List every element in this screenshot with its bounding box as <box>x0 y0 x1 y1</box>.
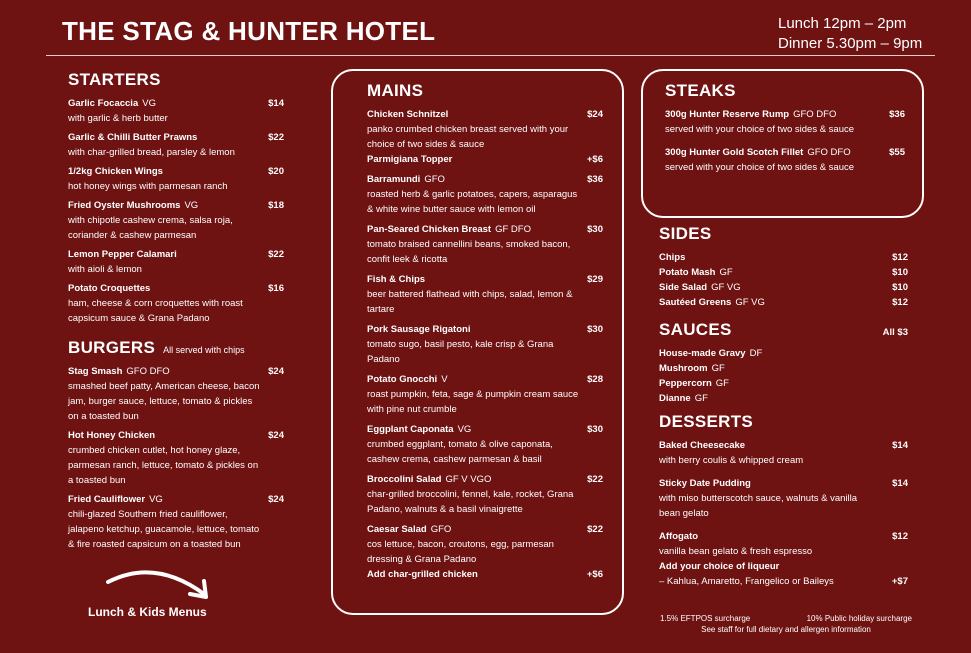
menu-item-price: $18 <box>268 200 284 211</box>
menu-item-header <box>659 391 908 406</box>
menu-item-description: tomato sugo, basil pesto, kale crisp & Grana Padano <box>367 339 554 365</box>
menu-item <box>665 145 905 175</box>
menu-item-name: Potato Mash <box>659 267 716 278</box>
starters-list <box>68 96 284 326</box>
menu-item-header <box>367 522 603 537</box>
menu-item-price: $16 <box>268 283 284 294</box>
menu-item-title <box>367 372 448 387</box>
sauces-heading: SAUCES <box>659 320 732 339</box>
menu-item-description: with char-grilled bread, parsley & lemon <box>68 147 235 158</box>
menu-item-title <box>659 391 708 406</box>
mains-list <box>367 107 603 582</box>
menu-item <box>367 222 603 267</box>
menu-item-title <box>367 322 470 337</box>
menu-item-header <box>659 376 908 391</box>
menu-item-name: Peppercorn <box>659 378 712 389</box>
curved-arrow-icon <box>100 566 220 606</box>
menu-item-title <box>659 346 762 361</box>
menu-item-header <box>367 472 603 487</box>
dietary-tags: GF <box>719 267 733 278</box>
dietary-note: See staff for full dietary and allergen information <box>701 625 871 634</box>
sauces-list <box>659 346 908 406</box>
menu-item-price: $24 <box>587 109 603 120</box>
menu-item-description: with berry coulis & whipped cream <box>659 455 804 466</box>
menu-item-name: Fried Oyster Mushrooms <box>68 200 181 211</box>
menu-item-header <box>665 145 905 160</box>
menu-item-price: $22 <box>268 249 284 260</box>
menu-item-name: Garlic Focaccia <box>68 98 139 109</box>
burgers-list <box>68 364 284 552</box>
menu-item-title <box>659 361 725 376</box>
menu-item <box>659 476 908 521</box>
menu-item-title <box>659 265 733 280</box>
starters-heading: STARTERS <box>68 70 161 89</box>
menu-item-description: hot honey wings with parmesan ranch <box>68 181 228 192</box>
menu-item-name: Baked Cheesecake <box>659 440 746 451</box>
menu-item-price: $28 <box>587 374 603 385</box>
menu-item-title <box>68 96 156 111</box>
menu-item-price: $24 <box>268 430 284 441</box>
menu-item-title <box>659 529 698 544</box>
menu-item-name: Eggplant Caponata <box>367 424 454 435</box>
menu-item-title <box>665 107 836 122</box>
desserts-list <box>659 438 908 589</box>
menu-item-price: $36 <box>587 174 603 185</box>
menu-item-name: 300g Hunter Gold Scotch Fillet <box>665 147 804 158</box>
menu-item-description: with chipotle cashew crema, salsa roja, coriander & cashew parmesan <box>68 215 233 241</box>
menu-item-title <box>68 428 155 443</box>
header-divider <box>46 55 935 56</box>
menu-item-name: Lemon Pepper Calamari <box>68 249 177 260</box>
sides-section <box>659 224 908 310</box>
menu-item-header <box>367 172 603 187</box>
menu-item-name: Sautéed Greens <box>659 297 732 308</box>
menu-item-title <box>68 492 163 507</box>
menu-item <box>659 361 908 376</box>
add-on-price: +$6 <box>586 154 603 165</box>
menu-item <box>665 107 905 137</box>
dietary-tags: GFO DFO <box>807 147 851 158</box>
menu-item-price: $22 <box>587 524 603 535</box>
menu-item-price: $14 <box>268 98 284 109</box>
mains-heading: MAINS <box>367 81 424 100</box>
menu-item-header <box>68 247 284 262</box>
menu-item <box>68 130 284 160</box>
menu-item-name: 300g Hunter Reserve Rump <box>665 109 790 120</box>
menu-item-title <box>665 145 851 160</box>
add-on-row <box>367 567 603 582</box>
dietary-tags: DF <box>749 348 763 359</box>
menu-item-name: Pork Sausage Rigatoni <box>367 324 471 335</box>
menu-item <box>367 422 603 467</box>
menu-item-price: $20 <box>268 166 284 177</box>
menu-item-price: $22 <box>268 132 284 143</box>
menu-item <box>68 364 284 424</box>
menu-item-description: with miso butterscotch sauce, walnuts & vanilla bean gelato <box>659 493 858 519</box>
burgers-section <box>68 338 284 556</box>
footer-notes <box>660 613 912 635</box>
menu-item <box>367 372 603 417</box>
add-on-detail-row <box>659 574 908 589</box>
menu-item-description: beer battered flathead with chips, salad, lemon & tartare <box>367 289 573 315</box>
holiday-surcharge: 10% Public holiday surcharge <box>806 614 912 623</box>
dietary-tags: GF <box>715 378 729 389</box>
menu-item-title <box>367 222 531 237</box>
menu-item-description: smashed beef patty, American cheese, bacon jam, burger sauce, lettuce, tomato & pickles on a toasted bun <box>68 381 260 422</box>
menu-item-header <box>659 280 908 295</box>
menu-item-header <box>659 265 908 280</box>
menu-item-title <box>659 438 745 453</box>
menu-item-name: Chicken Schnitzel <box>367 109 449 120</box>
menu-item-price: $12 <box>892 297 908 308</box>
menu-item-title <box>68 281 150 296</box>
menu-item <box>659 346 908 361</box>
add-on-row <box>659 559 908 574</box>
menu-item <box>659 529 908 589</box>
dietary-tags: VG <box>149 494 163 505</box>
menu-item-name: Side Salad <box>659 282 708 293</box>
lunch-hours: Lunch 12pm – 2pm <box>778 15 907 32</box>
menu-item-price: $22 <box>587 474 603 485</box>
desserts-section <box>659 412 908 597</box>
dietary-tags: GFO DFO <box>126 366 170 377</box>
menu-item-header <box>68 428 284 443</box>
menu-item-header <box>659 295 908 310</box>
menu-item-title <box>659 280 741 295</box>
menu-item-title <box>659 250 685 265</box>
menu-item-title <box>659 295 765 310</box>
menu-item <box>659 391 908 406</box>
menu-item-name: Fried Cauliflower <box>68 494 146 505</box>
menu-item-description: roast pumpkin, feta, sage & pumpkin cream sauce with pine nut crumble <box>367 389 579 415</box>
menu-item-title <box>367 107 448 122</box>
add-on-name: Add your choice of liqueur <box>659 561 780 572</box>
menu-item-title <box>68 247 177 262</box>
menu-item-name: Chips <box>659 252 686 263</box>
dietary-tags: GF V VGO <box>445 474 492 485</box>
opening-hours <box>778 14 922 54</box>
menu-item-header <box>367 222 603 237</box>
menu-item-name: House-made Gravy <box>659 348 746 359</box>
menu-item-name: Mushroom <box>659 363 708 374</box>
sides-list <box>659 250 908 310</box>
menu-item-header <box>367 322 603 337</box>
menu-item-header <box>665 107 905 122</box>
menu-item-price: $29 <box>587 274 603 285</box>
menu-item-description: vanilla bean gelato & fresh espresso <box>659 546 813 557</box>
sauces-section <box>659 320 908 406</box>
menu-item-title <box>367 422 471 437</box>
menu-item-name: Potato Croquettes <box>68 283 151 294</box>
menu-item-title <box>367 272 425 287</box>
menu-item-description: served with your choice of two sides & sauce <box>665 162 855 173</box>
menu-item-price: $10 <box>892 267 908 278</box>
menu-item <box>367 172 603 217</box>
menu-item-name: Potato Gnocchi <box>367 374 438 385</box>
eftpos-surcharge: 1.5% EFTPOS surcharge <box>660 614 751 623</box>
restaurant-title: THE STAG & HUNTER HOTEL <box>62 16 436 46</box>
menu-item-title <box>68 164 163 179</box>
menu-item-name: Broccolini Salad <box>367 474 442 485</box>
menu-item-description: crumbed chicken cutlet, hot honey glaze, parmesan ranch, lettuce, tomato & pickles on a toasted bun <box>68 445 259 486</box>
menu-item-header <box>68 492 284 507</box>
menu-item-price: $12 <box>892 531 908 542</box>
menu-item <box>367 107 603 167</box>
desserts-heading: DESSERTS <box>659 412 754 431</box>
steaks-list <box>665 107 905 175</box>
menu-item-title <box>659 376 729 391</box>
menu-item <box>68 96 284 126</box>
burgers-heading <box>68 338 284 358</box>
mains-box <box>331 69 624 615</box>
menu-item-description: tomato braised cannellini beans, smoked bacon, confit leek & ricotta <box>367 239 571 265</box>
menu-item <box>367 472 603 517</box>
menu-item-price: $30 <box>587 224 603 235</box>
steaks-heading: STEAKS <box>665 81 736 100</box>
menu-item-header <box>367 272 603 287</box>
starters-section <box>68 70 284 330</box>
menu-item-title <box>68 198 198 213</box>
menu-item-description: chili-glazed Southern fried cauliflower, jalapeno ketchup, guacamole, lettuce, tomato & fire roasted capsicum on a toasted bun <box>68 509 260 550</box>
menu-item <box>68 492 284 552</box>
menu-item-header <box>659 250 908 265</box>
add-on-name: Parmigiana Topper <box>367 154 453 165</box>
menu-item-name: Fish & Chips <box>367 274 426 285</box>
menu-item-header <box>68 96 284 111</box>
add-on-price: +$6 <box>586 569 603 580</box>
menu-item <box>68 198 284 243</box>
dietary-tags: GF VG <box>735 297 765 308</box>
dietary-tags: GF <box>694 393 708 404</box>
dietary-tags: GF VG <box>711 282 741 293</box>
menu-item-header <box>68 130 284 145</box>
menu-item-description: served with your choice of two sides & sauce <box>665 124 855 135</box>
menu-item-name: Caesar Salad <box>367 524 427 535</box>
menu-item-price: $14 <box>892 478 908 489</box>
dietary-tags: V <box>441 374 448 385</box>
menu-item <box>659 265 908 280</box>
menu-item-name: Pan-Seared Chicken Breast <box>367 224 492 235</box>
add-on-description: – Kahlua, Amaretto, Frangelico or Baileys <box>659 576 834 587</box>
menu-item-name: Hot Honey Chicken <box>68 430 156 441</box>
dietary-tags: VG <box>142 98 156 109</box>
menu-item <box>659 250 908 265</box>
menu-item-name: Garlic & Chilli Butter Prawns <box>68 132 198 143</box>
menu-item-header <box>367 422 603 437</box>
menu-item <box>68 164 284 194</box>
menu-item-header <box>659 476 908 491</box>
menu-item <box>367 322 603 367</box>
dietary-tags: GFO DFO <box>793 109 837 120</box>
menu-item-price: $30 <box>587 424 603 435</box>
menu-item-name: Affogato <box>659 531 699 542</box>
menu-item <box>68 428 284 488</box>
menu-item-title <box>367 522 451 537</box>
menu-item-price: $24 <box>268 494 284 505</box>
menu-item-price: $30 <box>587 324 603 335</box>
menu-item-description: with aioli & lemon <box>68 264 142 275</box>
menu-item-title <box>367 472 491 487</box>
steaks-box <box>641 69 924 218</box>
menu-item-header <box>659 346 908 361</box>
menu-item-price: $14 <box>892 440 908 451</box>
menu-item <box>68 247 284 277</box>
menu-item-header <box>659 361 908 376</box>
lunch-kids-menus-link[interactable]: Lunch & Kids Menus <box>88 605 207 619</box>
menu-item <box>659 295 908 310</box>
menu-item-price: $12 <box>892 252 908 263</box>
menu-item-header <box>68 281 284 296</box>
sides-heading: SIDES <box>659 224 712 243</box>
dietary-tags: VG <box>184 200 199 211</box>
burgers-heading-text: BURGERS <box>68 338 156 357</box>
menu-item-description: crumbed eggplant, tomato & olive caponata, cashew crema, cashew parmesan & basil <box>367 439 553 465</box>
menu-item-header <box>367 107 603 122</box>
menu-item-description: roasted herb & garlic potatoes, capers, asparagus & white wine butter sauce with lemon oil <box>367 189 578 215</box>
menu-item-header <box>659 438 908 453</box>
menu-item <box>68 281 284 326</box>
menu-item-header <box>68 198 284 213</box>
menu-item-description: with garlic & herb butter <box>68 113 168 124</box>
dietary-tags: GFO <box>430 524 452 535</box>
menu-item-title <box>659 476 751 491</box>
menu-item <box>367 522 603 582</box>
add-on-name: Add char-grilled chicken <box>367 569 478 580</box>
menu-item <box>367 272 603 317</box>
menu-item-price: $24 <box>268 366 284 377</box>
menu-item-description: panko crumbed chicken breast served with your choice of two sides & sauce <box>367 124 569 150</box>
burgers-note: All served with chips <box>163 345 245 355</box>
menu-item-price: $55 <box>889 147 905 158</box>
dietary-tags: VG <box>457 424 472 435</box>
menu-item-name: Barramundi <box>367 174 421 185</box>
dietary-tags: GF DFO <box>495 224 531 235</box>
menu-item-title <box>68 130 197 145</box>
dietary-tags: GF <box>711 363 725 374</box>
menu-item-name: Dianne <box>659 393 691 404</box>
menu-item-description: cos lettuce, bacon, croutons, egg, parmesan dressing & Grana Padano <box>367 539 554 565</box>
menu-item-name: Sticky Date Pudding <box>659 478 751 489</box>
dietary-tags: GFO <box>424 174 445 185</box>
menu-item <box>659 438 908 468</box>
menu-item-header <box>68 164 284 179</box>
menu-item-header <box>68 364 284 379</box>
menu-item-description: char-grilled broccolini, fennel, kale, rocket, Grana Padano, walnuts & a basil vinaigrette <box>367 489 574 515</box>
add-on-price: +$7 <box>891 576 908 587</box>
menu-item-title <box>68 364 170 379</box>
menu-item <box>659 280 908 295</box>
menu-item <box>659 376 908 391</box>
menu-item-title <box>367 172 445 187</box>
menu-item-description: ham, cheese & corn croquettes with roast capsicum sauce & Grana Padano <box>68 298 243 324</box>
menu-item-name: 1/2kg Chicken Wings <box>68 166 163 177</box>
menu-item-name: Stag Smash <box>68 366 123 377</box>
menu-item-price: $10 <box>892 282 908 293</box>
menu-item-header <box>367 372 603 387</box>
menu-item-price: $36 <box>889 109 905 120</box>
sauces-price: All $3 <box>882 327 908 338</box>
dinner-hours: Dinner 5.30pm – 9pm <box>778 35 923 52</box>
add-on-row <box>367 152 603 167</box>
menu-item-header <box>659 529 908 544</box>
